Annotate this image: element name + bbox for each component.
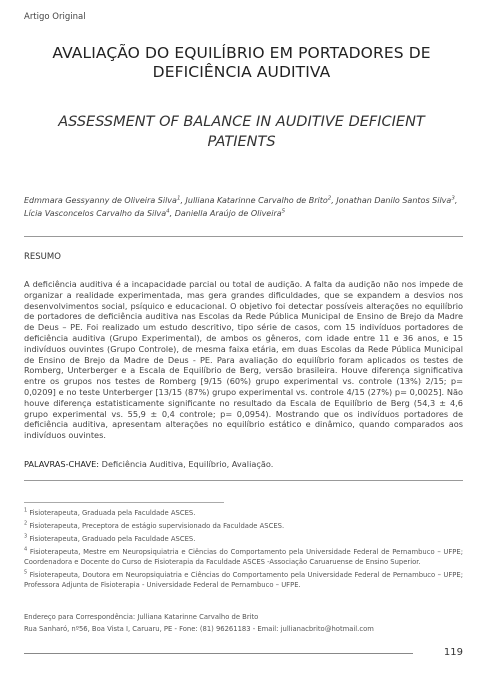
article-title-portuguese: AVALIAÇÃO DO EQUILÍBRIO EM PORTADORES DE DEFICIÊNCIA AUDITIVA [52,44,431,81]
author-name: Daniella Araújo de Oliveira [174,208,282,218]
footer-rule [24,653,413,654]
footnote-text: Fisioterapeuta, Doutora em Neuropsiquiatria e Ciências do Comportamento pela Universidade Federal de Pernambuco – UFPE; Professora Adjunta de Fisioterapia - Universidade Federal de Pernambuco – UFPE. [24,571,463,589]
keywords-value: Deficiência Auditiva, Equilíbrio, Avaliação. [101,459,274,469]
footnote [24,570,463,590]
author-name: Julliana Katarinne Carvalho de Brito [185,196,328,205]
footnote-mark: 3 [24,533,28,540]
page-footer [24,647,463,659]
correspondence-line: Endereço para Correspondência: Julliana Katarinne Carvalho de Brito [24,613,259,621]
author-name: Jonathan Danilo Santos Silva [336,196,452,205]
correspondence-line: Rua Sanharó, nº56, Boa Vista I, Caruaru, PE - Fone: (81) 96261183 - Email: jullianacbrito@hotmail.com [24,625,374,633]
article-title-english: ASSESSMENT OF BALANCE IN AUDITIVE DEFICIENT PATIENTS [58,114,425,150]
footnote-mark: 2 [24,520,28,527]
author-affiliation-mark: 4 [166,207,170,214]
footnote-text: Fisioterapeuta, Graduado pela Faculdade ASCES. [29,535,196,543]
footnote [24,508,463,518]
footnote [24,547,463,567]
author-name: Lícia Vasconcelos Carvalho da Silva [24,208,167,218]
author-affiliation-mark: 3 [451,195,455,202]
section-label: Artigo Original [24,12,86,22]
abstract-heading: RESUMO [24,252,61,262]
footnote-rule [24,502,224,503]
footnote-text: Fisioterapeuta, Mestre em Neuropsiquiatria e Ciências do Comportamento pela Universidade Federal de Pernambuco – UFPE; Coordenadora e Docente do Curso de Fisioterapia da Faculdade ASCES -Associação Caruaruense de Ensino Superior. [24,548,463,566]
author-affiliation-mark: 2 [327,195,332,202]
keywords [24,459,463,470]
author-affiliation-mark: 1 [176,195,181,202]
footnote-text: Fisioterapeuta, Preceptora de estágio supervisionado da Faculdade ASCES. [29,522,285,530]
footnote-text: Fisioterapeuta, Graduada pela Faculdade ASCES. [29,509,196,517]
footnote [24,534,463,544]
abstract-top-rule [24,236,463,237]
author-affiliation-mark: 5 [281,207,286,214]
footnote-mark: 1 [24,507,28,514]
footnote-mark: 4 [24,546,28,553]
author-list: Edmmara Gessyanny de Oliveira Silva$^1$, Julliana Katarinne Carvalho de Brito$^2$, Jonathan Danilo Santos Silva$^3$, Lícia Vasconcelos Carvalho da Silva$^4$, Daniella Araújo de Oliveira$^5$ [24,195,458,218]
footnotes [24,508,463,593]
keywords-label: PALAVRAS-CHAVE: [24,459,100,469]
footnote [24,521,463,531]
abstract-body: A deficiência auditiva é a incapacidade parcial ou total de audição. A falta da audição não nos impede de organizar a realidade experimentada, mas gera grandes dificuldades, que se expandem a desvios nos desenvolvimentos social, psíquico e educacional. O objetivo foi detectar possíveis alterações no equilíbrio de portadores de deficiência auditiva nas Escolas da Rede Pública Municipal de Ensino de Brejo da Madre de Deus – PE. Foi realizado um estudo descritivo, tipo série de casos, com 15 indivíduos portadores de deficiência auditiva (Grupo Experimental), de ambos os gêneros, com idade entre 11 e 36 anos, e 15 indivíduos ouvintes (Grupo Controle), de mesma faixa etária, em duas Escolas da Rede Pública Municipal de Ensino de Brejo da Madre de Deus - PE. Para avaliação do equilíbrio foram aplicados os testes de Romberg, Unterberger e a Escala de Equilíbrio de Berg, versão brasileira. Houve diferença significativa entre os grupos nos testes de Romberg [9/15 (60%) grupo experimental vs. controle (13%) 2/15; p= 0,0209] e no teste Unterberger [13/15 (87%) grupo experimental vs. controle 4/15 (27%) p= 0,0025]. Não houve diferença estatisticamente significante no resultado da Escala de Equilíbrio de Berg (54,3 ± 4,6 grupo experimental vs. 55,9 ± 0,4 controle; p= 0,0954). Mostrando que os indivíduos portadores de deficiência auditiva, apresentam alterações no equilíbrio estático e dinâmico, quando comparados aos indivíduos ouvintes. [24,279,463,441]
footnote-mark: 5 [24,569,28,576]
page-number: 119 [443,647,463,658]
abstract-bottom-rule [24,480,463,481]
author-name: Edmmara Gessyanny de Oliveira Silva [24,196,177,205]
correspondence-address [24,611,463,635]
